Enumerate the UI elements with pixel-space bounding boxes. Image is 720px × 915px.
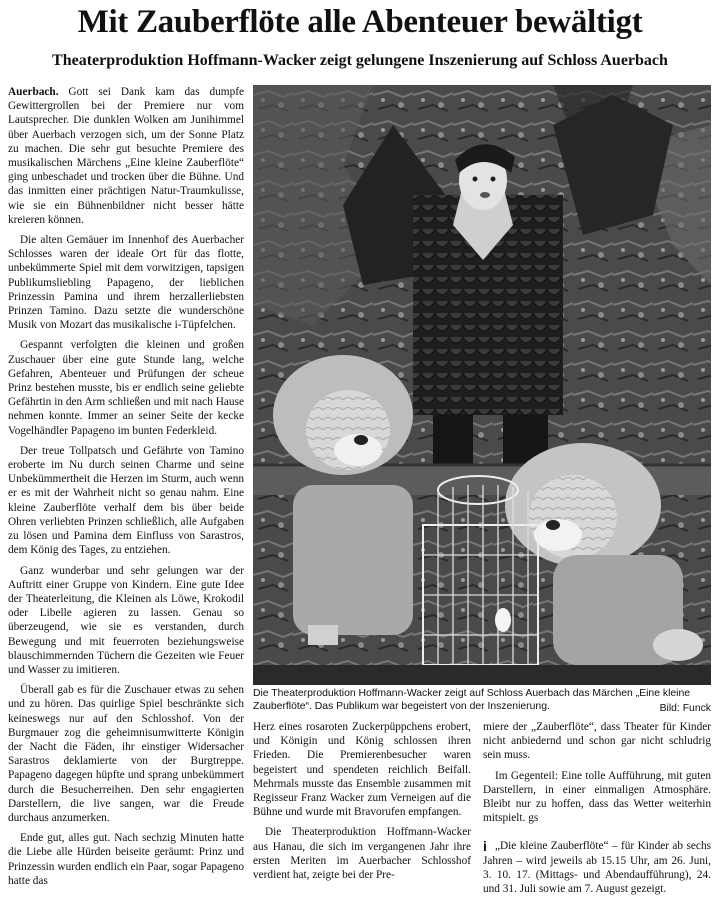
info-box — [483, 839, 711, 896]
headline: Mit Zauberflöte alle Abenteuer bewältigt — [77, 4, 643, 40]
paragraph: Überall gab es für die Zuschauer etwas zu sehen und zu hören. Das quirlige Spiel beschränkte sich keineswegs nur auf den Schlosshof. Von der Burgmauer zog die geheimnisumwitterte Königin der Nacht die Fäden, ihr einstiger Widersacher Sarastros deklamierte von der Burgtreppe. Papageno dagegen hüpfte und sprang unbekümmert durch die Besucherreihen. Den sehr engagierten Darstellern, die live sangen, war die Freude durchaus anzumerken. — [8, 684, 244, 824]
paragraph: Die Theaterproduktion Hoffmann-Wacker aus Hanau, die sich im vergangenen Jahr ihre ersten Meriten im Auerbacher Schlosshof verdient hat, zeigte bei der Pre- — [253, 826, 471, 882]
dateline: Auerbach. — [8, 86, 59, 98]
paragraph: Auerbach. Gott sei Dank kam das dumpfe Gewittergrollen bei der Premiere nur vom Lautsprecher. Die dunklen Wolken am Junihimmel über Auerbach verzogen sich, um der Sonne Platz zu machen. Die sehr gut besuchte Premiere des musikalischen Märchens „Eine kleine Zauberflöte“ ging unbeschadet und trocken über die Bühne. Und das inmitten einer prächtigen Natur-Traumkulisse, wie sie ein Bühnenbildner nicht besser hätte kreieren können. — [8, 86, 244, 226]
article-photo — [253, 85, 711, 685]
paragraph: Ganz wunderbar und sehr gelungen war der Auftritt einer Gruppe von Kindern. Eine gute Idee der Theaterleitung, die Kleinen als Löwe, Krokodil oder Libelle agieren zu lassen. Genau so überzeugend, wie sie es verstanden, durch Bewegung und mit feuerroten beziehungsweise blauschimmernden Tüchern die Gezeiten wie Feuer und Wasser zu imitieren. — [8, 564, 244, 676]
caption-text: Die Theaterproduktion Hoffmann-Wacker zeigt auf Schloss Auerbach das Märchen „Eine kleine Zauberflöte“. Das Publikum war begeistert von der Inszenierung. — [253, 688, 691, 712]
paragraph: Der treue Tollpatsch und Gefährte von Tamino eroberte im Nu durch seinen Charme und seine Unbekümmertheit die Herzen im Sturm, auch wenn er es mit der Wahrheit nicht so genau nahm. Eine kleine Zauberflöte verhalf dem bis über beide Ohren verliebten Prinzen schließlich, alle Aufgaben zu lösen und Pamina dem Einfluss von Sarastros, dem König des Tages, zu entziehen. — [8, 444, 244, 557]
paragraph: Die alten Gemäuer im Innenhof des Auerbacher Schlosses waren der ideale Ort für das flotte, unbekümmerte Spiel mit dem vorwitzigen, tapsigen Publikumsliebling Papageno, der lieblichen Prinzessin Pamina und ihrem herzallerliebsten Prinzen Tamino. Dazu setzte die wunderschöne Musik von Mozart das musikalische i-Tüpfelchen. — [8, 234, 244, 332]
middle-column — [253, 720, 471, 910]
left-column — [8, 85, 244, 910]
photo-caption — [253, 687, 711, 717]
subheadline: Theaterproduktion Hoffmann-Wacker zeigt gelungene Inszenierung auf Schloss Auerbach — [52, 52, 668, 69]
right-column — [483, 720, 711, 910]
paragraph: Gespannt verfolgten die kleinen und großen Zuschauer über eine gute Stunde lang, welche Gefahren, Abenteuer und Prüfungen der scheue Prinz bestehen musste, bis er endlich seine geliebte Gefährtin in den Arm schließen und mit nach Hause nehmen konnte. Immer an seiner Seite der kecke Vogelhändler Papageno im bunten Federkleid. — [8, 339, 244, 437]
info-text: „Die kleine Zauberflöte“ – für Kinder ab sechs Jahren – wird jeweils ab 15.15 Uhr, am 26. Juni, 3. 10. 17. (Mittags- und Abendaufführung), 24. und 31. Juli sowie am 7. August gezeigt. — [483, 840, 711, 896]
paragraph: Im Gegenteil: Eine tolle Aufführung, mit guten Darstellern, in einer einmaligen Atmosphäre. Bleibt nur zu hoffen, dass das Wetter weiterhin mitspielt. gs — [483, 769, 711, 825]
stage-photo-illustration — [253, 85, 711, 685]
info-icon: i — [483, 838, 487, 855]
author-initials: gs — [528, 812, 539, 825]
paragraph: miere der „Zauberflöte“, dass Theater für Kinder nicht anbiedernd und schon gar nicht schludrig sein muss. — [483, 721, 711, 762]
paragraph: Herz eines rosaroten Zuckerpüppchens erobert, und Königin und König schlossen ihren Frieden. Die Premierenbesucher waren begeistert und spendeten reichlich Beifall. Mehrmals musste das Ensemble zusammen mit Regisseur Franz Wacker zum Verneigen auf die Bühne und wurde mit Bravorufen empfangen. — [253, 721, 471, 819]
photo-credit: Bild: Funck — [659, 703, 711, 714]
paragraph: Ende gut, alles gut. Nach sechzig Minuten hatte die Liebe alle Hürden beiseite geräumt: Prinz und Prinzessin wurden endlich ein Paar, sogar Papageno hatte das — [8, 832, 244, 887]
